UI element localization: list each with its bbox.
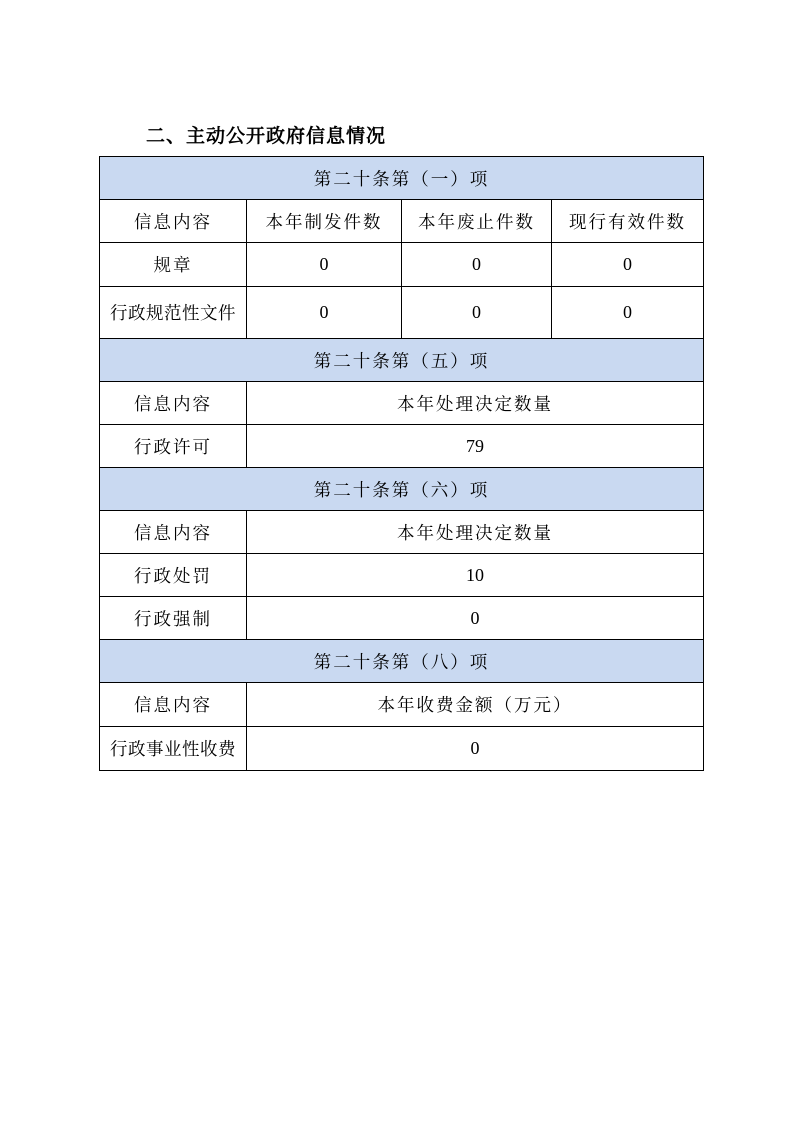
column-header: 本年制发件数 xyxy=(247,200,402,243)
section-header-row xyxy=(100,640,704,683)
table-row xyxy=(100,425,704,468)
table-cell: 0 xyxy=(552,287,704,339)
row-label: 规章 xyxy=(100,243,247,287)
table-row xyxy=(100,597,704,640)
column-header-row xyxy=(100,382,704,425)
disclosure-table xyxy=(99,156,704,771)
table-row xyxy=(100,554,704,597)
page-title: 二、主动公开政府信息情况 xyxy=(146,125,387,147)
table-cell: 0 xyxy=(552,243,704,287)
row-label: 行政规范性文件 xyxy=(100,287,247,339)
row-label: 行政强制 xyxy=(100,597,247,640)
table-cell: 0 xyxy=(247,597,704,640)
table-cell: 0 xyxy=(402,243,552,287)
column-header-row xyxy=(100,683,704,727)
table-cell: 10 xyxy=(247,554,704,597)
column-header-row xyxy=(100,200,704,243)
column-header: 本年处理决定数量 xyxy=(247,511,704,554)
column-header: 信息内容 xyxy=(100,200,247,243)
column-header: 现行有效件数 xyxy=(552,200,704,243)
column-header: 信息内容 xyxy=(100,683,247,727)
column-header-row xyxy=(100,511,704,554)
section-heading: 第二十条第（五）项 xyxy=(100,339,704,382)
section-header-row xyxy=(100,468,704,511)
section-heading: 第二十条第（八）项 xyxy=(100,640,704,683)
column-header: 本年废止件数 xyxy=(402,200,552,243)
table-cell: 79 xyxy=(247,425,704,468)
section-header-row xyxy=(100,339,704,382)
row-label: 行政事业性收费 xyxy=(100,727,247,771)
table-row xyxy=(100,287,704,339)
table-cell: 0 xyxy=(247,727,704,771)
table-row xyxy=(100,243,704,287)
section-heading: 第二十条第（六）项 xyxy=(100,468,704,511)
table-row xyxy=(100,727,704,771)
table-cell: 0 xyxy=(402,287,552,339)
table-cell: 0 xyxy=(247,243,402,287)
section-heading: 第二十条第（一）项 xyxy=(100,157,704,200)
column-header: 本年处理决定数量 xyxy=(247,382,704,425)
row-label: 行政许可 xyxy=(100,425,247,468)
row-label: 行政处罚 xyxy=(100,554,247,597)
table-cell: 0 xyxy=(247,287,402,339)
section-header-row xyxy=(100,157,704,200)
column-header: 信息内容 xyxy=(100,511,247,554)
column-header: 本年收费金额（万元） xyxy=(247,683,704,727)
column-header: 信息内容 xyxy=(100,382,247,425)
